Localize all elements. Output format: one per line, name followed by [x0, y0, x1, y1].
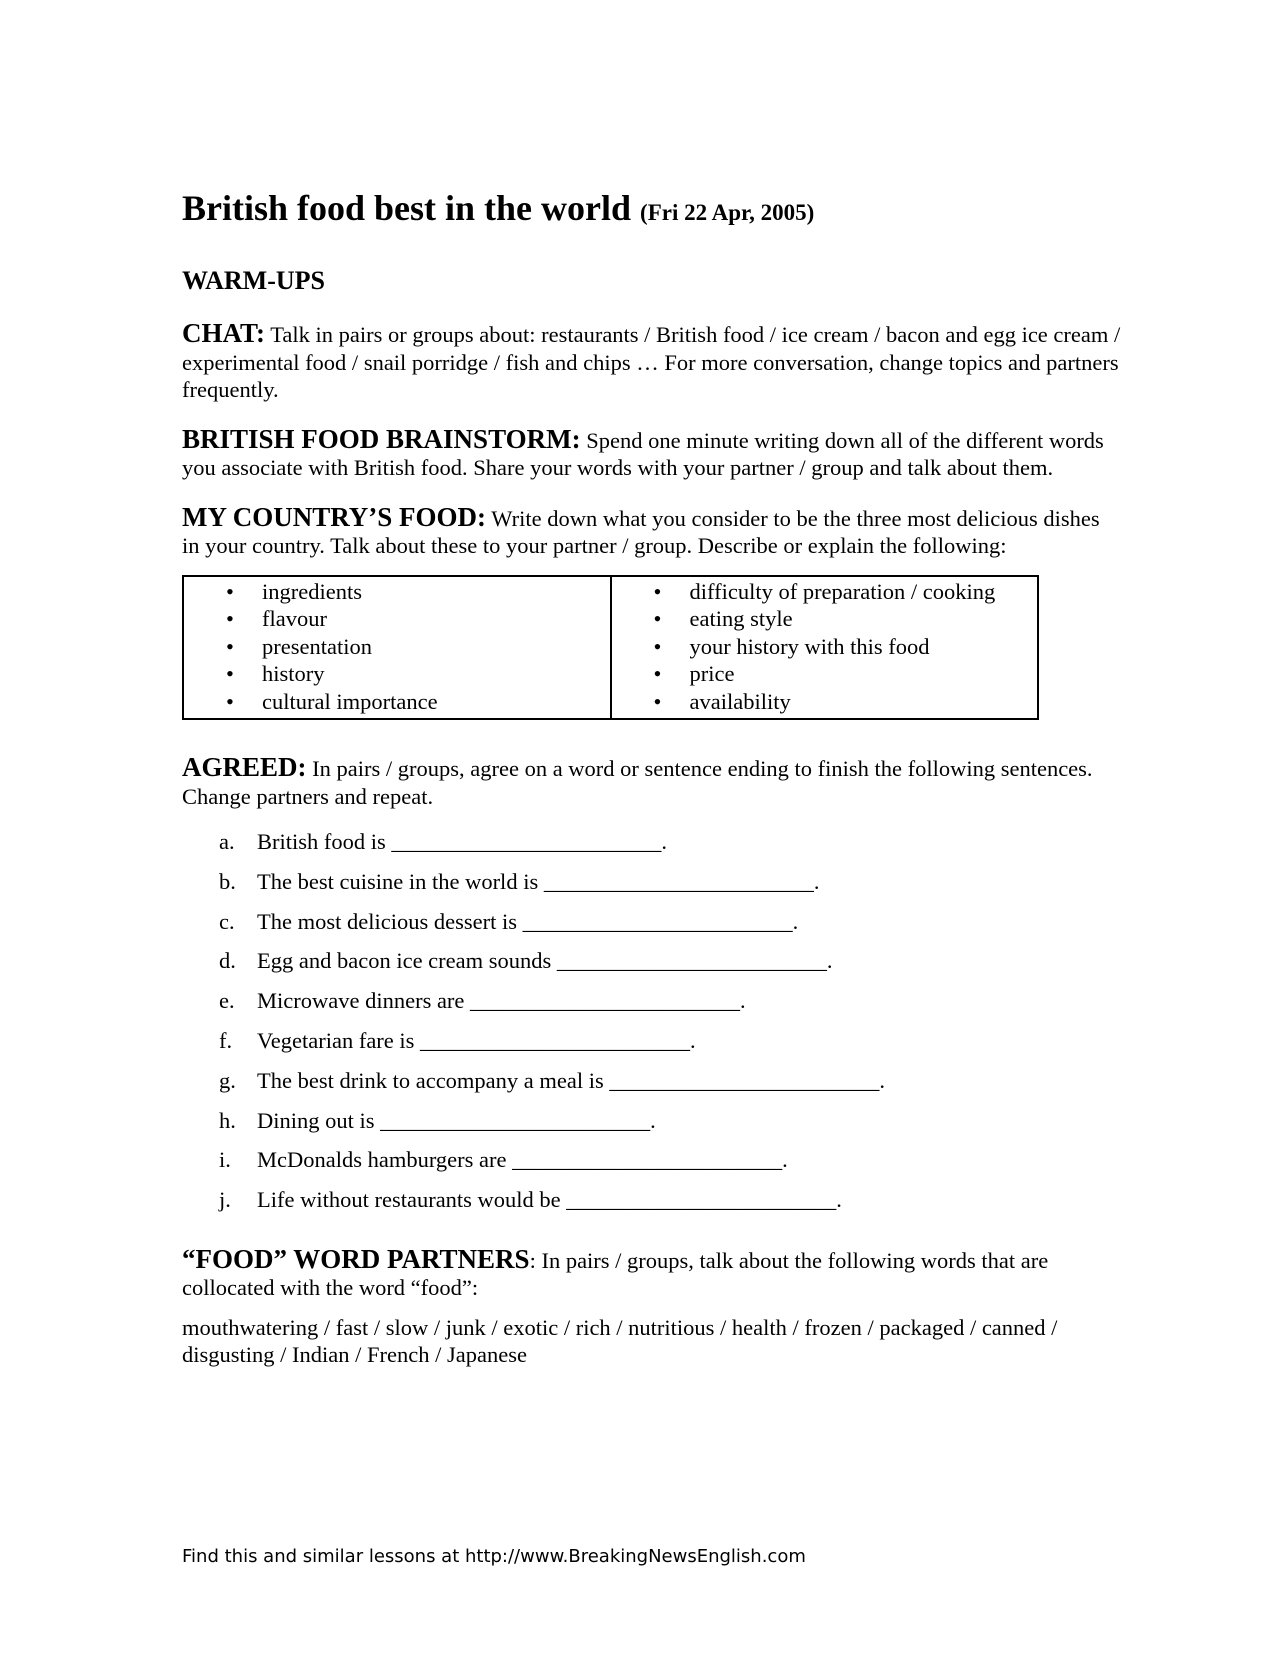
sentence-text: McDonalds hamburgers are ________________________. [257, 1147, 788, 1173]
list-item: • cultural importance [226, 688, 438, 714]
list-item: • flavour [226, 606, 327, 631]
bullet-icon: • [226, 606, 234, 631]
sentence-text: Vegetarian fare is ________________________. [257, 1027, 696, 1053]
sentence-letter: f. [219, 1027, 233, 1053]
list-item: • history [226, 661, 325, 686]
sentence-item [182, 1107, 1122, 1147]
bullet-icon: • [226, 688, 234, 714]
sentence-text: Egg and bacon ice cream sounds ________________________. [257, 948, 833, 974]
sentence-item [182, 908, 1122, 948]
worksheet [182, 185, 1122, 1369]
sentence-letter: c. [219, 908, 235, 934]
chat-section [182, 320, 1122, 404]
title-date: (Fri 22 Apr, 2005) [640, 200, 815, 225]
sentence-letter: h. [219, 1107, 236, 1133]
discussion-table-right-column [611, 576, 1039, 720]
page-title [182, 185, 1122, 236]
my-country-text: Write down what you consider to be the three most delicious dishes in your country. Talk about these to your partner / group. Describe or explain the following: [182, 505, 1100, 558]
discussion-table [182, 575, 1039, 721]
footer-link-text: Find this and similar lessons at http://www.BreakingNewsEnglish.com [182, 1546, 806, 1567]
chat-label: CHAT: [182, 318, 265, 348]
sentence-text: The most delicious dessert is ________________________. [257, 908, 799, 934]
sentence-letter: a. [219, 829, 235, 854]
agreed-section [182, 754, 1122, 810]
sentence-text: British food is ________________________. [257, 829, 668, 854]
sentence-list [182, 828, 1122, 1226]
sentence-letter: i. [219, 1147, 231, 1173]
agreed-text: In pairs / groups, agree on a word or sentence ending to finish the following sentences. Change partners and repeat. [182, 756, 1093, 809]
word-partners-text: : In pairs / groups, talk about the following words that are collocated with the word “food”: [182, 1247, 1049, 1301]
sentence-text: Life without restaurants would be ________________________. [257, 1187, 842, 1213]
discussion-table-left-column [183, 576, 611, 720]
sentence-letter: e. [219, 988, 235, 1014]
chat-text: Talk in pairs or groups about: restaurants / British food / ice cream / bacon and egg ice cream / experimental food / snail porridge / fish and chips … For more conversation, change topics and partners frequently. [182, 322, 1121, 402]
bullet-icon: • [653, 578, 662, 604]
sentence-text: Dining out is ________________________. [257, 1107, 656, 1133]
bullet-icon: • [226, 633, 234, 659]
sentence-item [182, 1027, 1122, 1067]
sentence-item [182, 947, 1122, 987]
list-item: • difficulty of preparation / cooking [653, 578, 996, 604]
sentence-item [182, 1067, 1122, 1107]
list-item: • price [653, 661, 735, 686]
bullet-icon: • [653, 606, 662, 631]
list-item: • your history with this food [653, 633, 930, 659]
bullet-icon: • [653, 688, 662, 714]
sentence-item [182, 868, 1122, 908]
bullet-icon: • [226, 578, 234, 604]
bullet-icon: • [653, 633, 662, 659]
brainstorm-label: BRITISH FOOD BRAINSTORM: [182, 423, 581, 454]
sentence-letter: g. [219, 1067, 236, 1093]
sentence-item [182, 828, 1122, 868]
brainstorm-text: Spend one minute writing down all of the different words you associate with British food. Share your words with your partner / group and talk about them. [182, 427, 1104, 480]
sentence-item [182, 1186, 1122, 1226]
list-item: • availability [653, 688, 791, 714]
my-country-label: MY COUNTRY’S FOOD: [182, 501, 487, 532]
bullet-icon: • [653, 661, 662, 686]
brainstorm-section [182, 423, 1122, 482]
list-item: • ingredients [226, 578, 362, 604]
sentence-text: Microwave dinners are ________________________. [257, 988, 746, 1014]
title-main: British food best in the world [182, 188, 632, 228]
word-partners-label: “FOOD” WORD PARTNERS [182, 1243, 530, 1274]
agreed-label: AGREED: [182, 752, 307, 782]
list-item: • presentation [226, 633, 372, 659]
sentence-letter: b. [219, 868, 236, 894]
sentence-item [182, 987, 1122, 1027]
sentence-letter: d. [219, 948, 236, 974]
my-country-section [182, 501, 1122, 560]
list-item: • eating style [653, 606, 793, 631]
sentence-text: The best cuisine in the world is ________________________. [257, 868, 820, 894]
sentence-text: The best drink to accompany a meal is ________________________. [257, 1067, 886, 1093]
bullet-icon: • [226, 661, 234, 686]
sentence-letter: j. [219, 1187, 231, 1213]
word-partners-section [182, 1243, 1122, 1302]
word-partners-list: mouthwatering / fast / slow / junk / exotic / rich / nutritious / health / frozen / packaged / canned / disgusting / Indian / French / Japanese [182, 1314, 1058, 1368]
sentence-item [182, 1146, 1122, 1186]
warmups-heading: WARM-UPS [182, 266, 325, 295]
